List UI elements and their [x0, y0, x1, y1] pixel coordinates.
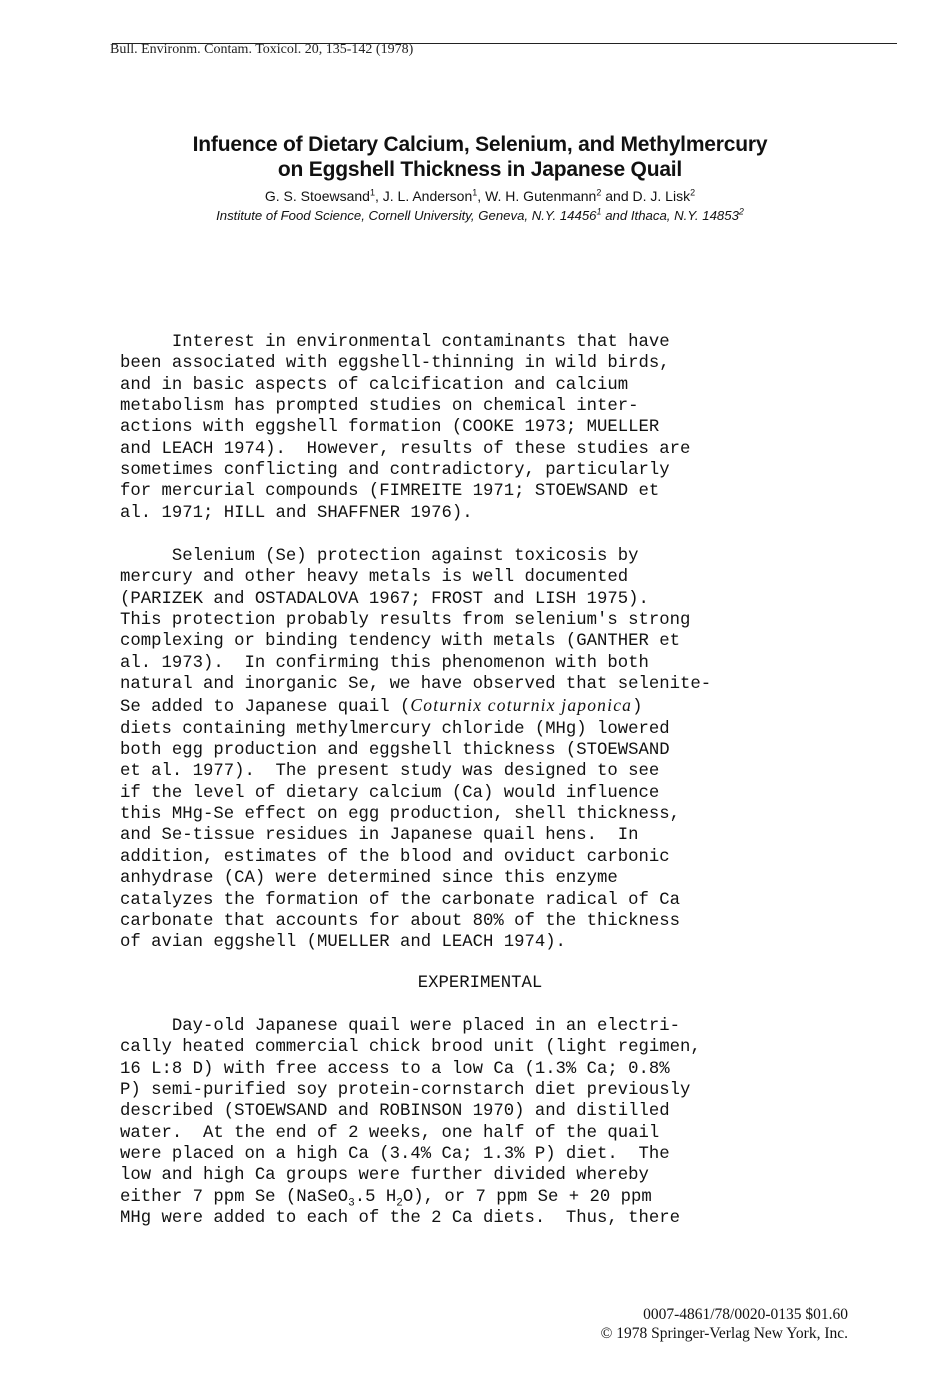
affiliation-geneva-sup: 1 [596, 206, 602, 217]
text-line: and LEACH 1974). However, results of these studies are [120, 439, 691, 459]
section-heading-experimental: EXPERIMENTAL [417, 974, 543, 993]
species-name: Coturnix coturnix japonica [410, 695, 633, 716]
species-line [120, 695, 643, 718]
text-line: anhydrase (CA) were determined since this enzyme [120, 869, 618, 889]
affiliation-geneva: Institute of Food Science, Cornell University, Geneva, N.Y. 14456 [216, 208, 597, 223]
text-line: mercury and other heavy metals is well documented [120, 568, 629, 588]
affiliation-ithaca-sup: 2 [738, 206, 744, 217]
text-line: both egg production and eggshell thickness (STOEWSAND [120, 741, 670, 761]
text-line: Interest in environmental contaminants that have [120, 333, 670, 352]
text-line: (PARIZEK and OSTADALOVA 1967; FROST and LISH 1975). [120, 589, 649, 609]
paragraph-experimental-lines [120, 1017, 701, 1185]
formula-line [120, 1187, 652, 1210]
text-line: actions with eggshell formation (COOKE 1973; MUELLER [120, 418, 660, 438]
text-line: cally heated commercial chick brood unit (light regimen, [120, 1038, 701, 1058]
author-affiliation-mark: 1 [369, 187, 375, 198]
formula-mid: .5 H [354, 1187, 397, 1207]
author-name: W. H. Gutenmann [485, 188, 597, 204]
text-line: for mercurial compounds (FIMREITE 1971; STOEWSAND et [120, 482, 660, 502]
text-line: metabolism has prompted studies on chemical inter- [120, 397, 639, 417]
species-prefix: Se added to Japanese quail ( [120, 698, 411, 718]
formula-prefix: either 7 ppm Se (NaSeO [120, 1187, 349, 1207]
text-line: this MHg-Se effect on egg production, shell thickness, [120, 805, 681, 825]
text-line: water. At the end of 2 weeks, one half of the quail [120, 1123, 660, 1143]
text-line: been associated with eggshell-thinning in wild birds, [120, 354, 670, 374]
last-line: MHg were added to each of the 2 Ca diets. Thus, there [120, 1209, 681, 1229]
text-line: catalyzes the formation of the carbonate radical of Ca [120, 890, 681, 910]
text-line: and Se-tissue residues in Japanese quail hens. In [120, 826, 639, 846]
text-line: addition, estimates of the blood and oviduct carbonic [120, 847, 670, 867]
author-name: G. S. Stoewsand [264, 188, 370, 204]
text-line: This protection probably results from selenium's strong [120, 611, 691, 631]
header-rule [112, 43, 897, 44]
author-name: J. L. Anderson [382, 188, 473, 204]
text-line: low and high Ca groups were further divided whereby [120, 1166, 649, 1186]
text-line: if the level of dietary calcium (Ca) would influence [120, 783, 660, 803]
text-line: were placed on a high Ca (3.4% Ca; 1.3% P) diet. The [120, 1145, 670, 1165]
article-title [120, 132, 840, 182]
paragraph-introduction [120, 332, 860, 524]
text-line: and in basic aspects of calcification and calcium [120, 375, 629, 395]
paragraph-experimental [120, 1016, 860, 1229]
paragraph-selenium [120, 546, 860, 954]
text-line: P) semi-purified soy protein-cornstarch diet previously [120, 1081, 691, 1101]
text-line: et al. 1977). The present study was designed to see [120, 762, 660, 782]
text-line: natural and inorganic Se, we have observed that selenite- [120, 675, 712, 695]
footer [601, 1305, 848, 1343]
text-line: described (STOEWSAND and ROBINSON 1970) and distilled [120, 1102, 670, 1122]
text-line: al. 1973). In confirming this phenomenon with both [120, 653, 649, 673]
formula-suffix: O), or 7 ppm Se + 20 ppm [402, 1187, 652, 1207]
footer-code: 0007-4861/78/0020-0135 $01.60 [643, 1306, 848, 1323]
title-line-1: Infuence of Dietary Calcium, Selenium, and Methylmercury [192, 133, 768, 156]
text-line: sometimes conflicting and contradictory, particularly [120, 461, 670, 481]
affiliation [120, 207, 840, 225]
formula-subscript-2: 2 [396, 1197, 403, 1210]
species-suffix: ) [632, 698, 643, 718]
text-line: carbonate that accounts for about 80% of the thickness [120, 911, 681, 931]
text-line: complexing or binding tendency with metals (GANTHER et [120, 632, 681, 652]
footer-copyright: © 1978 Springer-Verlag New York, Inc. [600, 1325, 848, 1342]
author-name: D. J. Lisk [632, 188, 691, 204]
paragraph-selenium-lines [120, 547, 711, 694]
paragraph-selenium-lines-after [120, 720, 680, 952]
author-affiliation-mark: 2 [596, 187, 602, 198]
title-line-2: on Eggshell Thickness in Japanese Quail [277, 158, 683, 181]
author-affiliation-mark: 2 [690, 187, 696, 198]
formula-subscript-3: 3 [348, 1197, 355, 1210]
author-list: G. S. Stoewsand$^1$, J. L. Anderson$^1$, W. H. Gutenmann$^2$ and D. J. Lisk$^2$ [264, 187, 696, 204]
affiliation-ithaca: and Ithaca, N.Y. 14853 [601, 208, 739, 223]
journal-citation: Bull. Environm. Contam. Toxicol. 20, 135-142 (1978) [110, 42, 414, 57]
text-line: of avian eggshell (MUELLER and LEACH 1974). [120, 933, 566, 953]
text-line: diets containing methylmercury chloride (MHg) lowered [120, 719, 670, 739]
text-line: 16 L:8 D) with free access to a low Ca (1.3% Ca; 0.8% [120, 1059, 670, 1079]
text-line: Day-old Japanese quail were placed in an electri- [120, 1017, 681, 1036]
author-affiliation-mark: 1 [472, 187, 478, 198]
text-line: al. 1971; HILL and SHAFFNER 1976). [120, 503, 473, 523]
text-line: Selenium (Se) protection against toxicosis by [120, 547, 639, 566]
